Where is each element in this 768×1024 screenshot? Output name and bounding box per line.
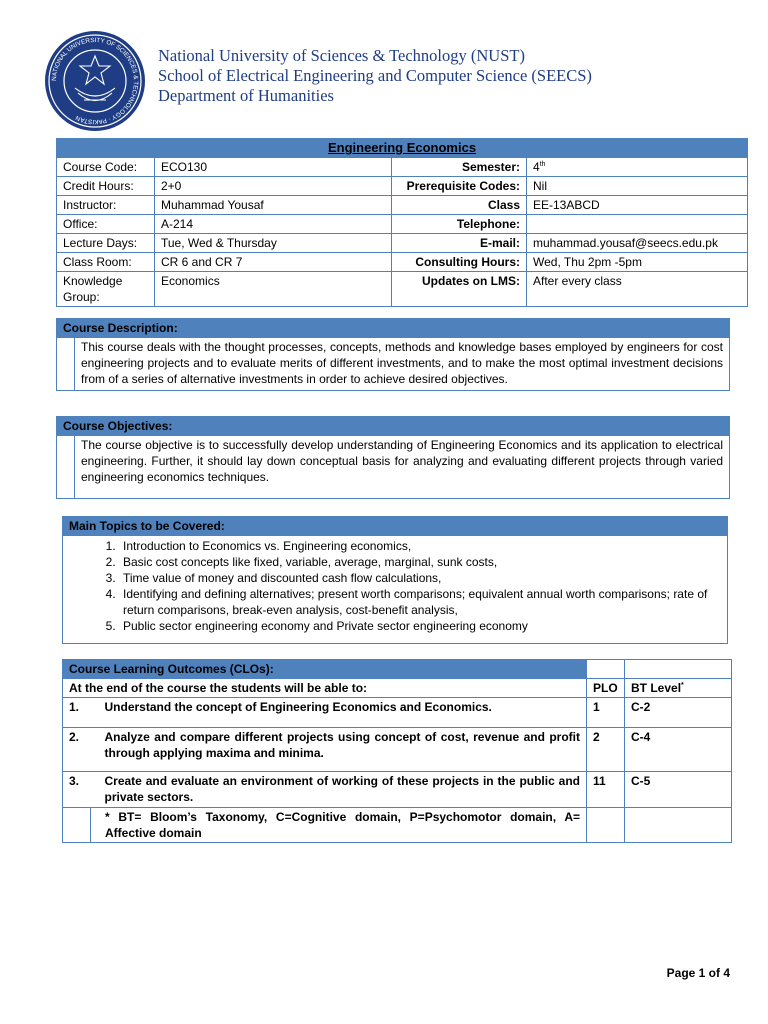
list-item: 3. Time value of money and discounted cash flow calculations, bbox=[119, 570, 721, 586]
clo-bt: C-5 bbox=[625, 772, 732, 808]
info-value: CR 6 and CR 7 bbox=[155, 253, 392, 272]
nust-seal-icon bbox=[44, 30, 146, 132]
info-label: Consulting Hours: bbox=[392, 253, 527, 272]
list-item: 4. Identifying and defining alternatives; present worth comparisons; equivalent annual worth comparisons; rate of return comparisons, break-even analysis, cost-benefit analysis, bbox=[119, 586, 721, 618]
objectives-text: The course objective is to successfully develop understanding of Engineering Economics and its application to electrical engineering. Further, it should lay down conceptual basis for analyzing and evaluating different projects through varied engineering economics techniques. bbox=[75, 436, 730, 499]
university-name: National University of Sciences & Technology (NUST) bbox=[158, 46, 525, 65]
main-topics-section bbox=[62, 516, 728, 644]
clo-number: 3. bbox=[63, 772, 91, 808]
info-value bbox=[527, 215, 748, 234]
table-row bbox=[57, 253, 748, 272]
info-value: 2+0 bbox=[155, 177, 392, 196]
info-label: Telephone: bbox=[392, 215, 527, 234]
clo-number: 2. bbox=[63, 728, 91, 772]
clo-bt: C-4 bbox=[625, 728, 732, 772]
info-value: Economics bbox=[155, 272, 392, 307]
clo-text: Analyze and compare different projects using concept of cost, revenue and profit through applying maxima and minima. bbox=[91, 728, 587, 772]
section-heading: Course Description: bbox=[57, 319, 730, 338]
table-row bbox=[57, 158, 748, 177]
list-item: 5. Public sector engineering economy and Private sector engineering economy bbox=[119, 618, 721, 634]
section-heading: Course Objectives: bbox=[57, 417, 730, 436]
plo-header: PLO bbox=[587, 679, 625, 698]
info-label: Knowledge Group: bbox=[57, 272, 155, 307]
clo-text: Understand the concept of Engineering Economics and Economics. bbox=[91, 698, 587, 728]
info-value: EE-13ABCD bbox=[527, 196, 748, 215]
school-name: School of Electrical Engineering and Computer Science (SEECS) bbox=[158, 66, 592, 85]
info-value: ECO130 bbox=[155, 158, 392, 177]
table-row bbox=[57, 234, 748, 253]
info-value: A-214 bbox=[155, 215, 392, 234]
table-row bbox=[57, 215, 748, 234]
info-value: Wed, Thu 2pm -5pm bbox=[527, 253, 748, 272]
clo-plo: 1 bbox=[587, 698, 625, 728]
info-value: After every class bbox=[527, 272, 748, 307]
info-value: Muhammad Yousaf bbox=[155, 196, 392, 215]
bt-footnote: * BT= Bloom’s Taxonomy, C=Cognitive domain, P=Psychomotor domain, A= Affective domain bbox=[91, 808, 587, 843]
info-label: Semester: bbox=[392, 158, 527, 177]
info-value: Nil bbox=[527, 177, 748, 196]
table-row bbox=[57, 196, 748, 215]
clo-table bbox=[62, 659, 732, 843]
info-label: Course Code: bbox=[57, 158, 155, 177]
section-heading: Main Topics to be Covered: bbox=[63, 517, 728, 536]
table-row bbox=[57, 177, 748, 196]
bt-level-header: BT Level* bbox=[625, 679, 732, 698]
info-label: E-mail: bbox=[392, 234, 527, 253]
email-link[interactable]: muhammad.yousaf@seecs.edu.pk bbox=[527, 234, 748, 253]
course-objectives-section bbox=[56, 416, 730, 499]
section-heading: Course Learning Outcomes (CLOs): bbox=[63, 660, 587, 679]
info-label: Credit Hours: bbox=[57, 177, 155, 196]
info-value: Tue, Wed & Thursday bbox=[155, 234, 392, 253]
info-label: Lecture Days: bbox=[57, 234, 155, 253]
course-info-table bbox=[56, 138, 748, 307]
clo-bt: C-2 bbox=[625, 698, 732, 728]
clo-text: Create and evaluate an environment of working of these projects in the public and private sectors. bbox=[91, 772, 587, 808]
clo-plo: 2 bbox=[587, 728, 625, 772]
description-text: This course deals with the thought processes, concepts, methods and knowledge bases employed by engineers for cost engineering projects and to evaluate merits of different investments, and to make the most optimal investment decisions from of a series of alternative investments in order to achieve desired objectives. bbox=[75, 338, 730, 391]
info-label: Instructor: bbox=[57, 196, 155, 215]
info-label: Updates on LMS: bbox=[392, 272, 527, 307]
info-value: 4th bbox=[527, 158, 748, 177]
table-row bbox=[63, 698, 732, 728]
clo-intro: At the end of the course the students will be able to: bbox=[63, 679, 587, 698]
info-label: Class bbox=[392, 196, 527, 215]
table-row bbox=[63, 728, 732, 772]
info-label: Office: bbox=[57, 215, 155, 234]
svg-text:NATIONAL UNIVERSITY OF SCIENCE: NATIONAL UNIVERSITY OF SCIENCES & TECHNOLOGY · PAKISTAN bbox=[50, 36, 140, 126]
list-item: 1. Introduction to Economics vs. Engineering economics, bbox=[119, 538, 721, 554]
clo-plo: 11 bbox=[587, 772, 625, 808]
table-row bbox=[63, 772, 732, 808]
list-item: 2. Basic cost concepts like fixed, variable, average, marginal, sunk costs, bbox=[119, 554, 721, 570]
topics-list bbox=[69, 538, 721, 634]
page-number: Page 1 of 4 bbox=[666, 966, 730, 980]
course-description-section bbox=[56, 318, 730, 391]
course-title: Engineering Economics bbox=[57, 139, 748, 158]
info-label: Class Room: bbox=[57, 253, 155, 272]
table-row bbox=[57, 272, 748, 307]
info-label: Prerequisite Codes: bbox=[392, 177, 527, 196]
clo-number: 1. bbox=[63, 698, 91, 728]
department-name: Department of Humanities bbox=[158, 86, 334, 105]
